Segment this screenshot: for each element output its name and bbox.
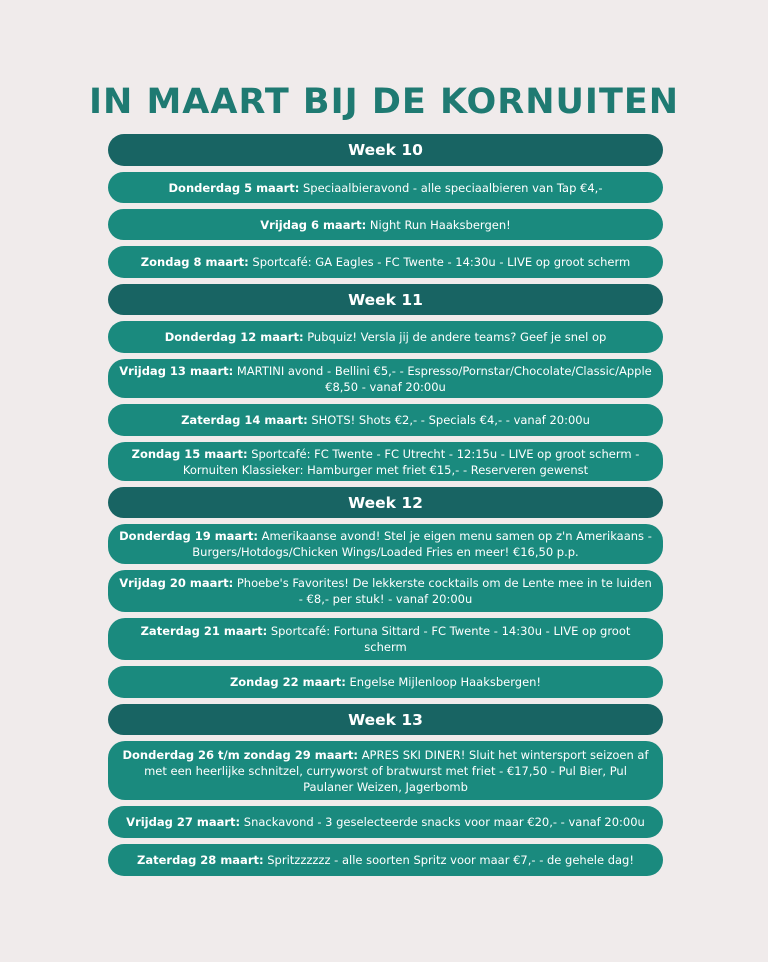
event-item bbox=[108, 442, 663, 481]
week-label: Week 13 bbox=[348, 710, 423, 729]
event-day: Zondag 15 maart: bbox=[131, 446, 248, 461]
event-item bbox=[108, 741, 663, 800]
event-item bbox=[108, 570, 663, 612]
week-header bbox=[108, 284, 663, 315]
week-label: Week 12 bbox=[348, 493, 423, 512]
event-item bbox=[108, 209, 663, 240]
event-item bbox=[108, 806, 663, 838]
event-day: Donderdag 26 t/m zondag 29 maart: bbox=[122, 747, 359, 762]
event-day: Vrijdag 27 maart: bbox=[126, 815, 241, 829]
event-text: Amerikaanse avond! Stel je eigen menu samen op z'n Amerikaans - Burgers/Hotdogs/Chicken Wings/Loaded Fries en meer! €16,50 p.p. bbox=[192, 529, 652, 559]
event-day: Donderdag 12 maart: bbox=[164, 330, 304, 344]
event-text: Engelse Mijlenloop Haaksbergen! bbox=[349, 675, 542, 689]
event-day: Zondag 8 maart: bbox=[140, 255, 249, 269]
event-item bbox=[108, 246, 663, 278]
page-title: IN MAART BIJ DE KORNUITEN bbox=[88, 82, 680, 122]
event-item bbox=[108, 666, 663, 698]
event-item bbox=[108, 844, 663, 876]
event-day: Zaterdag 21 maart: bbox=[140, 624, 268, 638]
event-text: Snackavond - 3 geselecteerde snacks voor maar €20,- - vanaf 20:00u bbox=[243, 815, 645, 829]
event-text: Speciaalbieravond - alle speciaalbieren van Tap €4,- bbox=[303, 180, 603, 195]
event-text: Sportcafé: Fortuna Sittard - FC Twente - 14:30u - LIVE op groot scherm bbox=[270, 624, 631, 654]
week-header bbox=[108, 134, 663, 166]
event-day: Vrijdag 20 maart: bbox=[119, 576, 234, 590]
event-item bbox=[108, 618, 663, 660]
event-day: Zondag 22 maart: bbox=[229, 675, 346, 689]
event-text: Sportcafé: FC Twente - FC Utrecht - 12:15u - LIVE op groot scherm - Kornuiten Klassieker: Hamburger met friet €15,- - Reserveren gewenst bbox=[182, 446, 640, 477]
week-header bbox=[108, 704, 663, 735]
week-label: Week 11 bbox=[348, 290, 423, 309]
event-text: Sportcafé: GA Eagles - FC Twente - 14:30u - LIVE op groot scherm bbox=[252, 255, 631, 269]
event-day: Donderdag 5 maart: bbox=[168, 180, 300, 195]
event-item bbox=[108, 524, 663, 564]
event-item bbox=[108, 321, 663, 353]
event-item bbox=[108, 359, 663, 398]
event-day: Zaterdag 28 maart: bbox=[137, 853, 264, 867]
event-day: Vrijdag 13 maart: bbox=[119, 363, 234, 378]
event-item bbox=[108, 404, 663, 436]
event-text: Pubquiz! Versla jij de andere teams? Geef je snel op bbox=[307, 330, 607, 344]
event-text: Spritzzzzzz - alle soorten Spritz voor maar €7,- - de gehele dag! bbox=[267, 853, 634, 867]
event-text: Phoebe's Favorites! De lekkerste cocktails om de Lente mee in te luiden - €8,- per stuk! - vanaf 20:00u bbox=[236, 576, 652, 606]
week-label: Week 10 bbox=[348, 141, 423, 159]
event-text: MARTINI avond - Bellini €5,- - Espresso/Pornstar/Chocolate/Classic/Apple €8,50 - vanaf 20:00u bbox=[236, 363, 652, 394]
event-text: Night Run Haaksbergen! bbox=[369, 217, 511, 232]
event-text: APRES SKI DINER! Sluit het wintersport seizoen af met een heerlijke schnitzel, curryworst of bratwurst met friet - €17,50 - Pul Bier, Pul Paulaner Weizen, Jagerbomb bbox=[144, 747, 649, 794]
event-day: Donderdag 19 maart: bbox=[119, 529, 258, 543]
event-day: Vrijdag 6 maart: bbox=[260, 217, 367, 232]
event-day: Zaterdag 14 maart: bbox=[181, 413, 308, 427]
week-header bbox=[108, 487, 663, 518]
event-item bbox=[108, 172, 663, 203]
event-text: SHOTS! Shots €2,- - Specials €4,- - vanaf 20:00u bbox=[311, 413, 590, 427]
